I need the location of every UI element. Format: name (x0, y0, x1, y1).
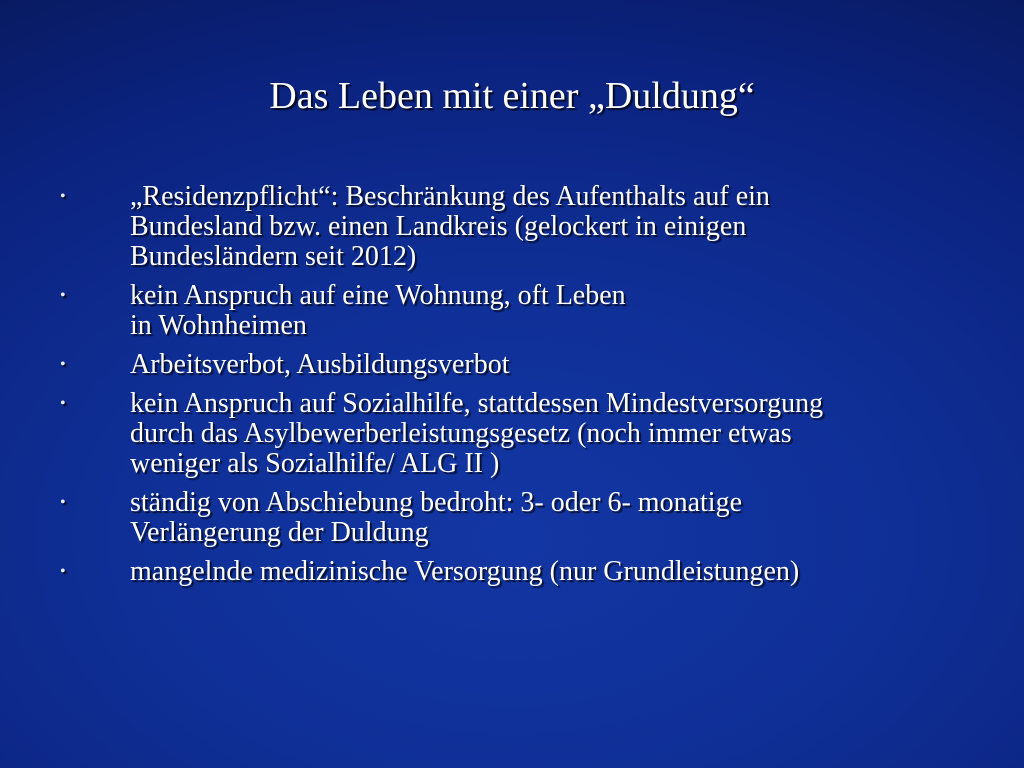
bullet-text-line: „Residenzpflicht“: Beschränkung des Aufenthalts auf ein (130, 181, 770, 212)
bullet-item-abschiebung (60, 488, 980, 548)
slide-title: Das Leben mit einer „Duldung“ (269, 75, 755, 117)
bullet-icon: • (60, 563, 66, 580)
bullet-item-arbeitsverbot (60, 350, 980, 380)
bullet-list (60, 182, 980, 596)
bullet-text-line: weniger als Sozialhilfe/ ALG II ) (130, 448, 500, 479)
bullet-item-sozialhilfe (60, 389, 980, 479)
bullet-text-line: Verlängerung der Duldung (130, 517, 429, 548)
bullet-icon: • (60, 287, 66, 304)
bullet-item-medizinisch (60, 557, 980, 587)
bullet-icon: • (60, 188, 66, 205)
bullet-text-line: Bundesländern seit 2012) (130, 241, 417, 272)
bullet-text-line: kein Anspruch auf eine Wohnung, oft Leben (130, 280, 626, 311)
bullet-text-line: ständig von Abschiebung bedroht: 3- oder 6- monatige (130, 487, 742, 518)
bullet-text-line: durch das Asylbewerberleistungsgesetz (noch immer etwas (130, 418, 792, 449)
bullet-icon: • (60, 395, 66, 412)
bullet-item-wohnung (60, 281, 980, 341)
bullet-text-line: Arbeitsverbot, Ausbildungsverbot (130, 349, 510, 380)
bullet-text-line: Bundesland bzw. einen Landkreis (gelockert in einigen (130, 211, 747, 242)
bullet-item-residenzpflicht (60, 182, 980, 272)
bullet-text-line: kein Anspruch auf Sozialhilfe, stattdessen Mindestversorgung (130, 388, 824, 419)
bullet-icon: • (60, 494, 66, 511)
bullet-text-line: mangelnde medizinische Versorgung (nur Grundleistungen) (130, 556, 800, 587)
bullet-icon: • (60, 356, 66, 373)
bullet-text-line: in Wohnheimen (130, 310, 307, 341)
